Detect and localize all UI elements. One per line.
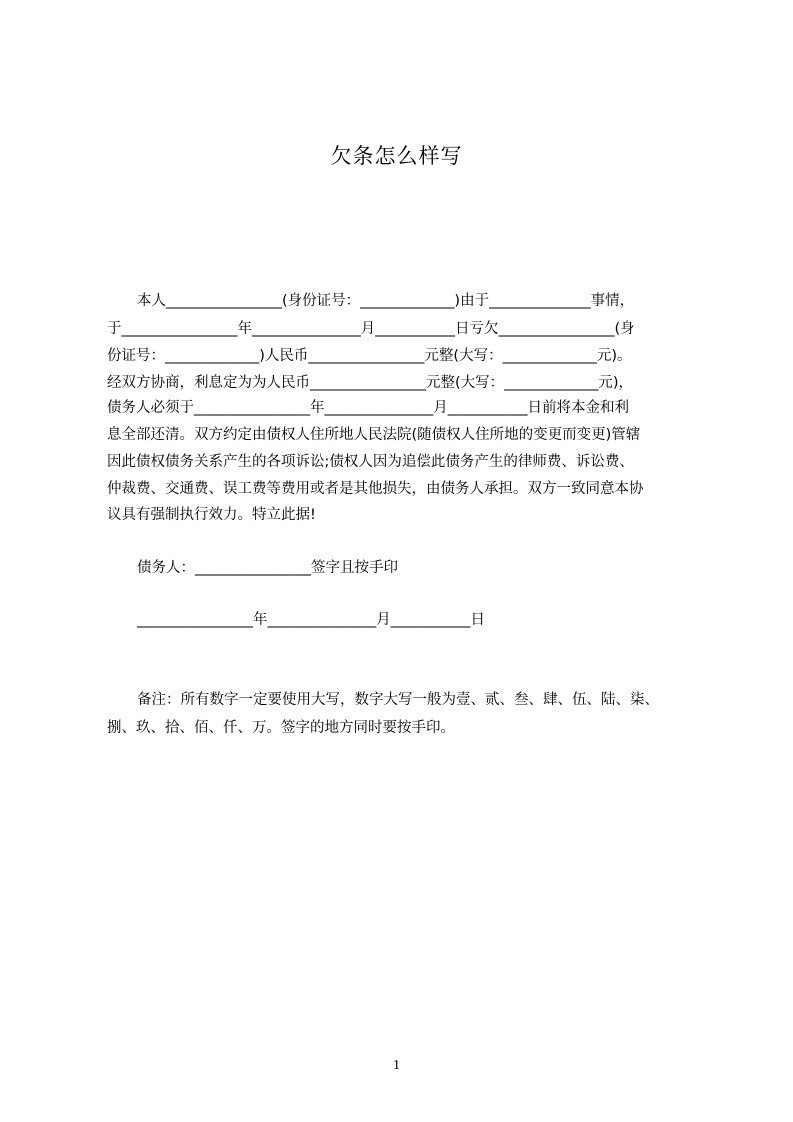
body-line: 债务人必须于________________年_______________月___________日前将本金和利: [107, 400, 629, 416]
body-line: 议具有强制执行效力。特立此据!: [107, 507, 316, 523]
body-line: 于________________年_______________月___________日亏欠________________(身: [107, 321, 635, 337]
body-line: 因此债权债务关系产生的各项诉讼;债权人因为追偿此债务产生的律师费、诉讼费、: [107, 454, 634, 470]
remark-line: 捌、玖、拾、佰、仟、万。签字的地方同时要按手印。: [107, 720, 455, 736]
date-line: ________________年_______________月___________日: [137, 612, 485, 628]
body-line: 仲裁费、交通费、误工费等费用或者是其他损失，由债务人承担。双方一致同意本协: [107, 481, 644, 497]
remark-line: 备注：所有数字一定要使用大写，数字大写一般为壹、贰、叁、肆、伍、陆、柒、: [137, 692, 659, 708]
page-title: 欠条怎么样写: [330, 144, 463, 168]
body-line: 息全部还清。双方约定由债权人住所地人民法院(随债权人住所地的变更而变更)管辖: [107, 427, 641, 443]
body-line: 份证号：_____________)人民币________________元整(大写：_____________元)。: [107, 348, 632, 364]
body-line: 经双方协商，利息定为为人民币________________元整(大写：_____________元)，: [107, 375, 634, 391]
page-number: 1: [393, 1058, 400, 1073]
body-line: 本人________________(身份证号：_____________)由于______________事情，: [137, 293, 635, 309]
debtor-signature-line: 债务人：________________签字且按手印: [137, 560, 398, 576]
